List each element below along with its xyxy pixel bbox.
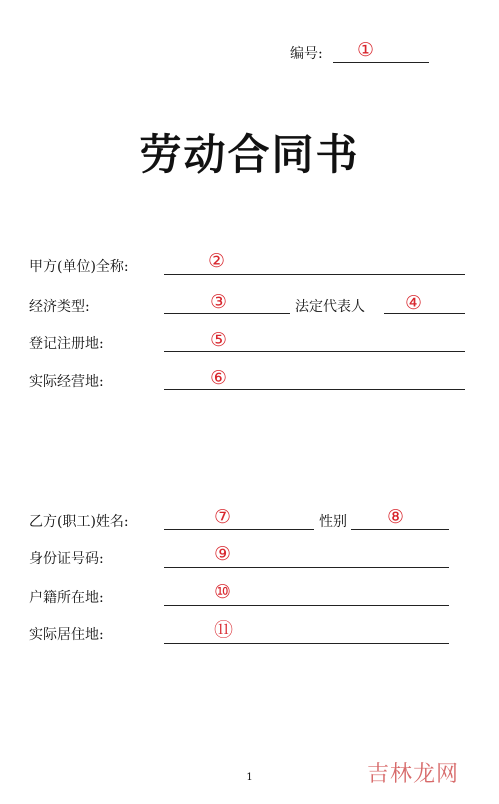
party-b-gender-marker: ⑧: [387, 506, 405, 528]
party-a-op-addr-marker: ⑥: [210, 367, 228, 389]
party-b-id-label: 身份证号码:: [29, 551, 104, 567]
party-a-reg-addr-field-line[interactable]: [164, 351, 465, 352]
document-title: 劳动合同书: [139, 130, 360, 179]
party-b-gender-label: 性别: [319, 514, 347, 530]
party-a-op-addr-field-line[interactable]: [164, 389, 465, 390]
party-b-household-field-line[interactable]: [164, 605, 449, 606]
party-a-type-marker: ③: [210, 291, 228, 313]
party-b-residence-marker: ⑪: [214, 619, 234, 641]
number-marker: ①: [357, 39, 375, 61]
party-b-household-label: 户籍所在地:: [29, 590, 104, 606]
party-b-residence-field-line[interactable]: [164, 643, 449, 644]
party-b-id-field-line[interactable]: [164, 567, 449, 568]
party-b-id-marker: ⑨: [214, 543, 232, 565]
party-a-reg-addr-label: 登记注册地:: [29, 336, 104, 352]
party-a-name-marker: ②: [208, 250, 226, 272]
party-a-type-field-line[interactable]: [164, 313, 290, 314]
party-a-rep-marker: ④: [405, 292, 423, 314]
party-a-rep-label: 法定代表人: [295, 299, 365, 315]
party-b-name-label: 乙方(职工)姓名:: [29, 514, 129, 530]
party-b-name-field-line[interactable]: [164, 529, 314, 530]
number-field-line[interactable]: [333, 62, 429, 63]
party-a-rep-field-line[interactable]: [384, 313, 465, 314]
party-a-type-label: 经济类型:: [29, 299, 90, 315]
page-number: 1: [246, 772, 253, 783]
party-b-household-marker: ⑩: [214, 581, 232, 603]
party-b-gender-field-line[interactable]: [351, 529, 449, 530]
party-b-name-marker: ⑦: [214, 506, 232, 528]
party-a-name-field-line[interactable]: [164, 274, 465, 275]
party-a-op-addr-label: 实际经营地:: [29, 374, 104, 390]
party-a-name-label: 甲方(单位)全称:: [29, 259, 129, 275]
party-a-reg-addr-marker: ⑤: [210, 329, 228, 351]
site-watermark: 吉林龙网: [366, 762, 459, 787]
number-label: 编号:: [290, 46, 323, 62]
party-b-residence-label: 实际居住地:: [29, 627, 104, 643]
